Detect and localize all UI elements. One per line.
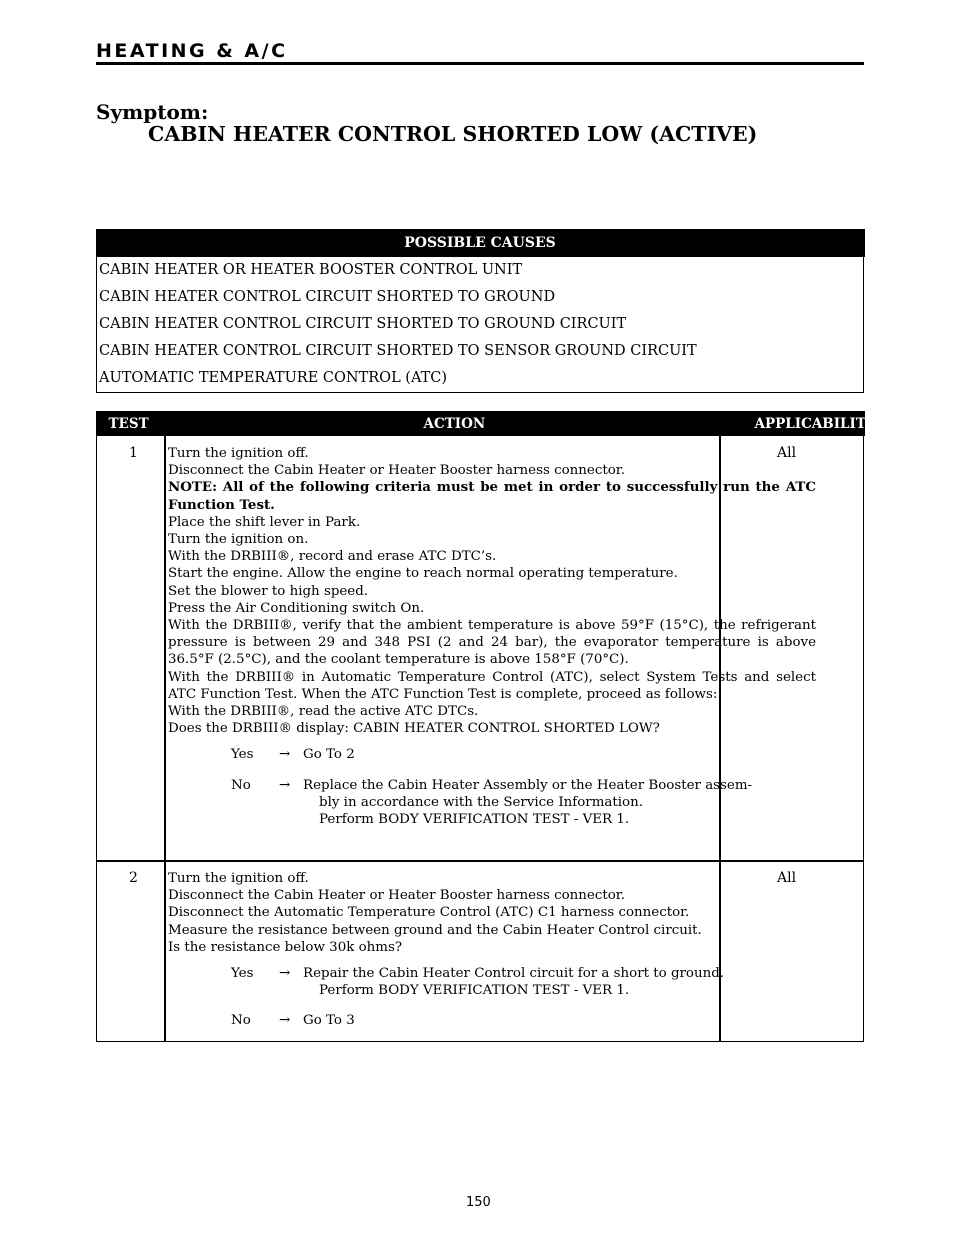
answer-yes — [168, 965, 816, 999]
answer-no — [168, 1012, 816, 1029]
answer-line: Repair the Cabin Heater Control circuit for a short to ground. — [303, 966, 725, 982]
row-divider — [97, 860, 863, 862]
arrow-icon: → — [279, 777, 291, 793]
answer-line: Perform BODY VERIFICATION TEST - VER 1. — [319, 812, 630, 828]
cause-item: CABIN HEATER CONTROL CIRCUIT SHORTED TO GROUND — [99, 289, 556, 305]
answer-line: Replace the Cabin Heater Assembly or the Heater Booster assem- — [303, 777, 753, 793]
answer-key: Yes — [231, 747, 254, 763]
action-step: Start the engine. Allow the engine to reach normal operating temperature. — [168, 566, 678, 582]
answer-line: Perform BODY VERIFICATION TEST - VER 1. — [319, 983, 630, 999]
action-step: With the DRBIII® in Automatic Temperature Control (ATC), select System Tests and select ATC Function Test. When the ATC Function Test is complete, proceed as follows: — [168, 669, 816, 702]
action-step: With the DRBIII®, verify that the ambient temperature is above 59°F (15°C), the refrigerant pressure is between 29 and 348 PSI (2 and 24 bar), the evaporator temperature is above 36.5°F (2.5°C), and the coolant temperature is above 158°F (70°C). — [168, 618, 816, 668]
arrow-icon: → — [279, 966, 291, 982]
possible-causes-table — [96, 229, 864, 393]
action-step: Place the shift lever in Park. — [168, 514, 361, 530]
action-step: Measure the resistance between ground and the Cabin Heater Control circuit. — [168, 922, 702, 938]
test-action — [168, 445, 816, 828]
action-step: With the DRBIII®, read the active ATC DTCs. — [168, 704, 479, 720]
test-table — [96, 411, 876, 1042]
possible-causes-heading: POSSIBLE CAUSES — [96, 229, 865, 257]
symptom-label: Symptom: — [96, 100, 209, 124]
action-step: Disconnect the Cabin Heater or Heater Booster harness connector. — [168, 888, 625, 904]
answer-text — [303, 777, 816, 829]
action-note: NOTE: All of the following criteria must be met in order to successfully run the ATC Function Test. — [168, 479, 816, 513]
cause-item: CABIN HEATER CONTROL CIRCUIT SHORTED TO SENSOR GROUND CIRCUIT — [99, 343, 697, 359]
section-title: HEATING & A/C — [96, 40, 288, 62]
answer-no — [168, 777, 816, 829]
answer-line: Go To 2 — [303, 747, 355, 763]
action-step: Disconnect the Automatic Temperature Control (ATC) C1 harness connector. — [168, 905, 690, 921]
test-number: 2 — [129, 870, 138, 886]
test-column-header: TEST — [108, 416, 149, 432]
arrow-icon: → — [279, 1013, 291, 1029]
answer-line: bly in accordance with the Service Information. — [319, 794, 643, 810]
applicability-column-header: APPLICABILITY — [754, 416, 876, 432]
cause-item: AUTOMATIC TEMPERATURE CONTROL (ATC) — [99, 370, 448, 386]
action-step: Turn the ignition on. — [168, 532, 309, 548]
test-table-header — [96, 411, 876, 436]
action-step: Turn the ignition off. — [168, 871, 309, 886]
answer-line: Go To 3 — [303, 1013, 355, 1029]
test-action — [168, 870, 816, 1030]
answer-key: No — [231, 777, 251, 793]
action-step: Set the blower to high speed. — [168, 583, 369, 599]
column-divider — [164, 436, 166, 1041]
arrow-icon: → — [279, 747, 291, 763]
header-rule — [96, 62, 864, 65]
answer-text — [303, 965, 816, 999]
page-number: 150 — [466, 1195, 491, 1210]
symptom-title: CABIN HEATER CONTROL SHORTED LOW (ACTIVE) — [148, 122, 758, 146]
answer-text — [303, 746, 816, 763]
action-step: Press the Air Conditioning switch On. — [168, 600, 425, 616]
test-applicability: All — [777, 870, 797, 886]
action-step: Disconnect the Cabin Heater or Heater Booster harness connector. — [168, 463, 625, 479]
test-number: 1 — [129, 445, 138, 461]
action-step: Turn the ignition off. — [168, 446, 309, 461]
answer-text — [303, 1012, 816, 1029]
answer-yes — [168, 746, 816, 763]
test-applicability: All — [777, 445, 797, 461]
action-question: Is the resistance below 30k ohms? — [168, 939, 403, 955]
answer-key: No — [231, 1013, 251, 1029]
answer-key: Yes — [231, 966, 254, 982]
action-question: Does the DRBIII® display: CABIN HEATER CONTROL SHORTED LOW? — [168, 721, 660, 737]
action-column-header: ACTION — [423, 416, 486, 432]
cause-item: CABIN HEATER OR HEATER BOOSTER CONTROL UNIT — [99, 262, 523, 278]
action-step: With the DRBIII®, record and erase ATC DTC’s. — [168, 549, 497, 565]
cause-item: CABIN HEATER CONTROL CIRCUIT SHORTED TO GROUND CIRCUIT — [99, 316, 627, 332]
